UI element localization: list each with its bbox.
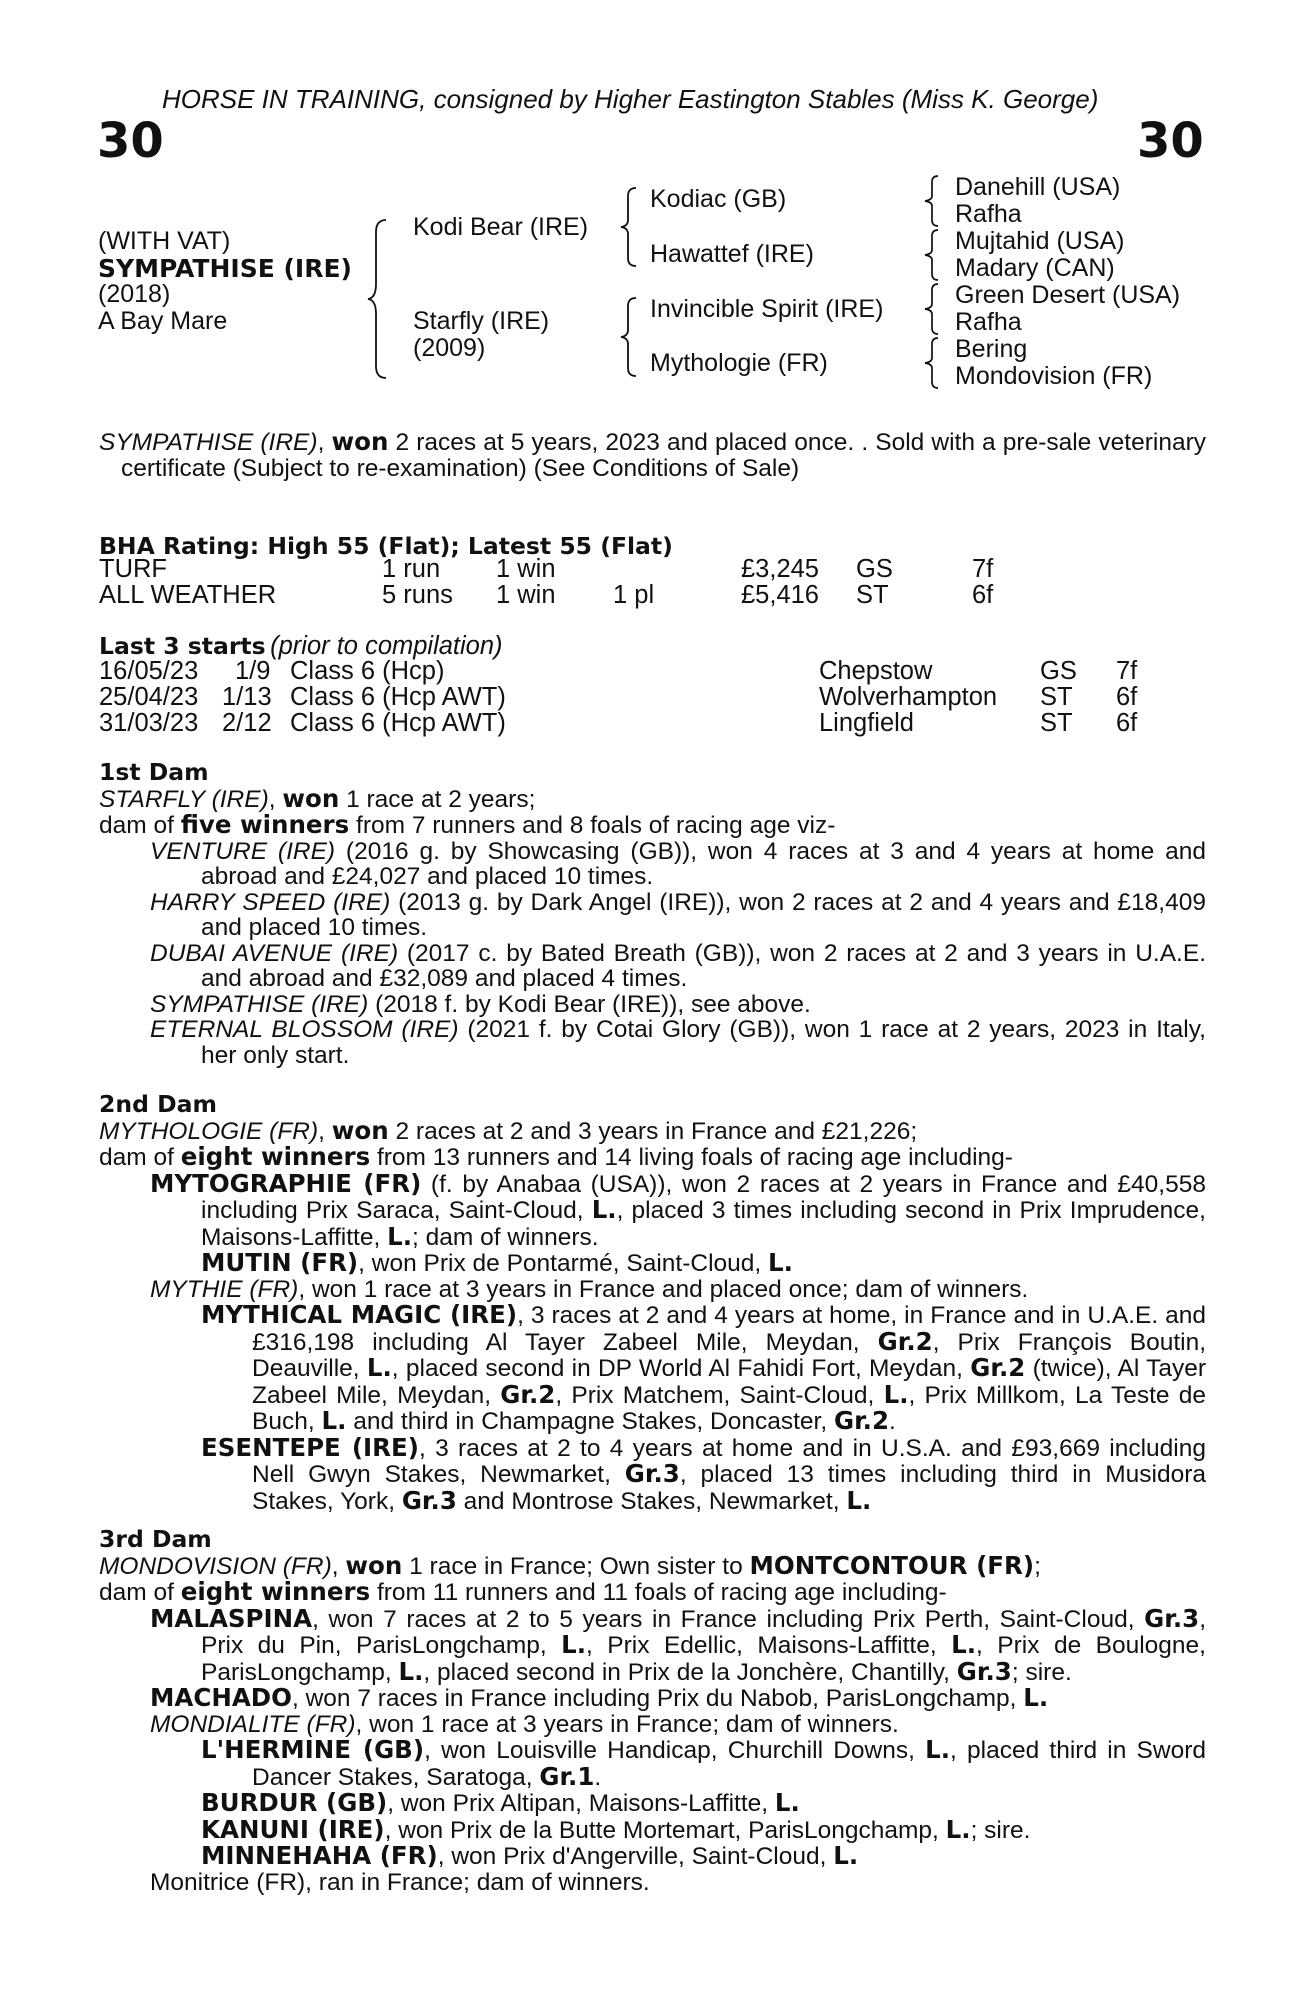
progeny-entry: BURDUR (GB), won Prix Altipan, Maisons-Laffitte, L. [201, 1788, 800, 1817]
second-dam-title: 2nd Dam [99, 1090, 217, 1118]
pedigree-brace-sire [618, 186, 640, 268]
ancestor-7: Bering [955, 335, 1028, 363]
dam-year: (2009) [413, 334, 486, 362]
progeny-entry: Monitrice (FR), ran in France; dam of winners. [150, 1868, 650, 1896]
progeny-entry: DUBAI AVENUE (IRE) (2017 c. by Bated Breath (GB)), won 2 races at 2 and 3 years in U.A.E. and abroad and £32,089 and placed 4 times. [150, 939, 1207, 992]
sire-sire: Kodiac (GB) [650, 185, 787, 213]
progeny-entry: MINNEHAHA (FR), won Prix d'Angerville, Saint-Cloud, L. [201, 1841, 859, 1870]
third-dam-section: 3rd Dam MONDOVISION (FR), won 1 race in France; Own sister to MONTCONTOUR (FR); dam of eight winners from 11 runners and 11 foals of racing age including- MALASPINA, won 7 races at 2 to 5 years in France including Prix Perth, Saint-Cloud, Gr.3, Prix du Pin, ParisLongchamp, L., Prix Edellic, Maisons-Laffitte, L., Prix de Boulogne, ParisLongchamp, L., placed second in Prix de la Jonchère, Chantilly, Gr.3; sire. MACHADO, won 7 races in France including Prix du Nabob, ParisLongchamp, L. MONDIALITE (FR), won 1 race at 3 years in France; dam of winners. L'HERMINE (GB), won Louisville Handicap, Churchill Downs, L., placed third in Sword Dancer Stakes, Saratoga, Gr.1. BURDUR (GB), won Prix Altipan, Maisons-Laffitte, L. KANUNI (IRE), won Prix de la Butte Mortemart, ParisLongchamp, L.; sire. MINNEHAHA (FR), won Prix d'Angerville, Saint-Cloud, L. Monitrice (FR), ran in France; dam of winners. [99, 1525, 1206, 1896]
ancestor-8: Mondovision (FR) [955, 362, 1153, 390]
progeny-entry: SYMPATHISE (IRE) (2018 f. by Kodi Bear (IRE)), see above. [150, 990, 811, 1018]
ancestor-2: Rafha [955, 200, 1022, 228]
horse-year: (2018) [98, 280, 171, 308]
progeny-entry: L'HERMINE (GB), won Louisville Handicap, Churchill Downs, L., placed third in Sword Dancer Stakes, Saratoga, Gr.1. [201, 1735, 1206, 1791]
first-dam-produce-line: dam of five winners from 7 runners and 8 foals of racing age viz- [99, 810, 836, 839]
progeny-entry: HARRY SPEED (IRE) (2013 g. by Dark Angel (IRE)), won 2 races at 2 and 4 years and £18,409 and placed 10 times. [150, 888, 1206, 941]
progeny-entry: MYTHICAL MAGIC (IRE), 3 races at 2 and 4 years at home, in France and in U.A.E. and £316,198 including Al Tayer Zabeel Mile, Meydan, Gr.2, Prix François Boutin, Deauville, L., placed second in DP World Al Fahidi Fort, Meydan, Gr.2 (twice), Al Tayer Zabeel Mile, Meydan, Gr.2, Prix Matchem, Saint-Cloud, L., Prix Millkom, La Teste de Buch, L. and third in Champagne Stakes, Doncaster, Gr.2. [201, 1300, 1207, 1435]
progeny-entry: MACHADO, won 7 races in France including Prix du Nabob, ParisLongchamp, L. [150, 1683, 1049, 1712]
progeny-entry: KANUNI (IRE), won Prix de la Butte Mortemart, ParisLongchamp, L.; sire. [201, 1814, 1031, 1844]
dam-dam: Mythologie (FR) [650, 349, 828, 377]
pedigree-brace-g3 [922, 282, 942, 336]
progeny-entry: MALASPINA, won 7 races at 2 to 5 years in France including Prix Perth, Saint-Cloud, Gr.3, Prix du Pin, ParisLongchamp, L., Prix Edellic, Maisons-Laffitte, L., Prix de Boulogne, ParisLongchamp, L., placed second in Prix de la Jonchère, Chantilly, Gr.3; sire. [150, 1603, 1206, 1686]
consignment-header: HORSE IN TRAINING, consigned by Higher Eastington Stables (Miss K. George) [162, 84, 1099, 114]
progeny-entry: ESENTEPE (IRE), 3 races at 2 to 4 years at home and in U.S.A. and £93,669 including Nell Gwyn Stakes, Newmarket, Gr.3, placed 13 times including third in Musidora Stakes, York, Gr.3 and Montrose Stakes, Newmarket, L. [201, 1432, 1206, 1515]
ancestor-3: Mujtahid (USA) [955, 227, 1125, 255]
progeny-entry: MYTHIE (FR), won 1 race at 3 years in France and placed once; dam of winners. [150, 1275, 1029, 1303]
last-starts-title: Last 3 starts (prior to compilation) [99, 632, 503, 660]
pedigree-brace-g2 [922, 228, 942, 282]
second-dam-section: 2nd Dam MYTHOLOGIE (FR), won 2 races at 2 and 3 years in France and £21,226; dam of eight winners from 13 runners and 14 living foals of racing age including- MYTOGRAPHIE (FR) (f. by Anabaa (USA)), won 2 races at 2 years in France and £40,558 including Prix Saraca, Saint-Cloud, L., placed 3 times including second in Prix Imprudence, Maisons-Laffitte, L.; dam of winners. MUTIN (FR), won Prix de Pontarmé, Saint-Cloud, L. MYTHIE (FR), won 1 race at 3 years in France and placed once; dam of winners. MYTHICAL MAGIC (IRE), 3 races at 2 and 4 years at home, in France and in U.A.E. and £316,198 including Al Tayer Zabeel Mile, Meydan, Gr.2, Prix François Boutin, Deauville, L., placed second in DP World Al Fahidi Fort, Meydan, Gr.2 (twice), Al Tayer Zabeel Mile, Meydan, Gr.2, Prix Matchem, Saint-Cloud, L., Prix Millkom, La Teste de Buch, L. and third in Champagne Stakes, Doncaster, Gr.2. ESENTEPE (IRE), 3 races at 2 to 4 years at home and in U.S.A. and £93,669 including Nell Gwyn Stakes, Newmarket, Gr.3, placed 13 times including third in Musidora Stakes, York, Gr.3 and Montrose Stakes, Newmarket, L. [99, 1090, 1207, 1515]
progeny-entry: MUTIN (FR), won Prix de Pontarmé, Saint-Cloud, L. [201, 1248, 793, 1277]
progeny-entry: ETERNAL BLOSSOM (IRE) (2021 f. by Cotai Glory (GB)), won 1 race at 2 years, 2023 in Italy, her only start. [150, 1016, 1206, 1069]
ancestor-1: Danehill (USA) [955, 173, 1121, 201]
ancestor-6: Rafha [955, 308, 1022, 336]
ancestor-4: Madary (CAN) [955, 254, 1115, 282]
progeny-entry: VENTURE (IRE) (2016 g. by Showcasing (GB)), won 4 races at 3 and 4 years at home and abroad and £24,027 and placed 10 times. [150, 837, 1206, 890]
ancestor-5: Green Desert (USA) [955, 281, 1181, 309]
bha-rating-title: BHA Rating: High 55 (Flat); Latest 55 (Flat) [99, 532, 673, 560]
first-dam-line: STARFLY (IRE), won 1 race at 2 years; [99, 783, 536, 813]
sire-dam: Hawattef (IRE) [650, 240, 814, 268]
lot-number-right: 30 [1137, 113, 1204, 169]
progeny-entry: MYTOGRAPHIE (FR) (f. by Anabaa (USA)), won 2 races at 2 years in France and £40,558 including Prix Saraca, Saint-Cloud, L., placed 3 times including second in Prix Imprudence, Maisons-Laffitte, L.; dam of winners. [150, 1168, 1206, 1251]
lot-number-left: 30 [97, 113, 164, 169]
pedigree-brace-dam [618, 296, 640, 378]
sire-name: Kodi Bear (IRE) [413, 213, 589, 241]
progeny-entry: MONDIALITE (FR), won 1 race at 3 years in France; dam of winners. [150, 1710, 899, 1738]
dam-sire: Invincible Spirit (IRE) [650, 295, 884, 323]
first-dam-title: 1st Dam [99, 758, 209, 786]
pedigree-brace-g4 [922, 336, 942, 390]
horse-description: A Bay Mare [98, 307, 228, 335]
first-dam-section [99, 760, 1206, 1068]
horse-name: SYMPATHISE (IRE) [98, 254, 352, 283]
pedigree-brace-g1 [922, 174, 942, 228]
pedigree-brace-main [366, 218, 390, 380]
vat-note: (WITH VAT) [98, 227, 231, 255]
catalogue-page: HORSE IN TRAINING, consigned by Higher Eastington Stables (Miss K. George) 30 30 (WITH VAT) SYMPATHISE (IRE) (2018) A Bay Mare Kodi Bear (IRE) Starfly (IRE) (2009) Kodiac (GB) Hawattef (IRE) Invincible Spirit (IRE) Mythologie (FR) Danehill (USA) Rafha Mujtahid (USA) Madary (CAN) Green Desert (USA) Rafha Bering Mondovision (FR) SYMPATHISE (IRE), won 2 races at 5 years, 2023 and placed once. . Sold with a pre-sale veterinary certificate (Subject to re-examination) (See Conditions of Sale) BHA Rating: High 55 (Flat); Latest 55 (Flat) TURF 1 run 1 win £3,245 GS 7f ALL WEATHER 5 runs 1 win 1 pl £5,416 ST 6f Last 3 starts (prior to compilation) 16/05/23 1/9 Class 6 (Hcp) Chepstow GS 7f 25/04/23 1/13 Class 6 (Hcp AWT) Wolverhampton ST 6f 31/03/23 2/12 Class 6 (Hcp AWT) Lingfield ST 6f 1st Dam STARFLY (IRE), won 1 race at 2 years; dam of five winners from 7 runners and 8 foals of racing age viz- VENTURE (IRE) (2016 g. by Showcasing (GB)), won 4 races at 3 and 4 years at home and abroad and £24,027 and placed 10 times. HARRY SPEED (IRE) (2013 g. by Dark Angel (IRE)), won 2 races at 2 and 4 years and £18,409 and placed 10 times. DUBAI AVENUE (IRE) (2017 c. by Bated Breath (GB)), won 2 races at 2 and 3 years in U.A.E. and abroad and £32,089 and placed 4 times. SYMPATHISE (IRE) (2018 f. by Kodi Bear (IRE)), see above. ETERNAL BLOSSOM (IRE) (2021 f. by Cotai Glory (GB)), won 1 race at 2 years, 2023 in Italy, her only start. 2nd Dam MYTHOLOGIE (FR), won 2 races at 2 and 3 years in France and £21,226; dam of eight winners from 13 runners and 14 living foals of racing age including- MYTOGRAPHIE (FR) (f. by Anabaa (USA)), won 2 races at 2 years in France and £40,558 including Prix Saraca, Saint-Cloud, L., placed 3 times including second in Prix Imprudence, Maisons-Laffitte, L.; dam of winners. MUTIN (FR), won Prix de Pontarmé, Saint-Cloud, L. MYTHIE (FR), won 1 race at 3 years in France and placed once; dam of winners. MYTHICAL MAGIC (IRE), 3 races at 2 and 4 years at home, in France and in U.A.E. and £316,198 including Al Tayer Zabeel Mile, Meydan, Gr.2, Prix François Boutin, Deauville, L., placed second in DP World Al Fahidi Fort, Meydan, Gr.2 (twice), Al Tayer Zabeel Mile, Meydan, Gr.2, Prix Matchem, Saint-Cloud, L., Prix Millkom, La Teste de Buch, L. and third in Champagne Stakes, Doncaster, Gr.2. ESENTEPE (IRE), 3 races at 2 to 4 years at home and in U.S.A. and £93,669 including Nell Gwyn Stakes, Newmarket, Gr.3, placed 13 times including third in Musidora Stakes, York, Gr.3 and Montrose Stakes, Newmarket, L. 3rd Dam MONDOVISION (FR), won 1 race in France; Own sister to MONTCONTOUR (FR); dam of eight winners from 11 runners and 11 foals of racing age including- MALASPINA, won 7 races at 2 to 5 years in France including Prix Perth, Saint-Cloud, Gr.3, Prix du Pin, ParisLongchamp, L., Prix Edellic, Maisons-Laffitte, L., Prix de Boulogne, ParisLongchamp, L., placed second in Prix de la Jonchère, Chantilly, Gr.3; sire. MACHADO, won 7 races in France including Prix du Nabob, ParisLongchamp, L. MONDIALITE (FR), won 1 race at 3 years in France; dam of winners. L'HERMINE (GB), won Louisville Handicap, Churchill Downs, L., placed third in Sword Dancer Stakes, Saratoga, Gr.1. BURDUR (GB), won Prix Altipan, Maisons-Laffitte, L. KANUNI (IRE), won Prix de la Butte Mortemart, ParisLongchamp, L.; sire. MINNEHAHA (FR), won Prix d'Angerville, Saint-Cloud, L. Monitrice (FR), ran in France; dam of winners. [97, 84, 1207, 1896]
dam-name: Starfly (IRE) [413, 307, 550, 335]
third-dam-title: 3rd Dam [99, 1525, 212, 1553]
horse-summary: SYMPATHISE (IRE), won 2 races at 5 years, 2023 and placed once. . Sold with a pre-sale veterinary certificate (Subject to re-examination) (See Conditions of Sale) [99, 427, 1206, 482]
